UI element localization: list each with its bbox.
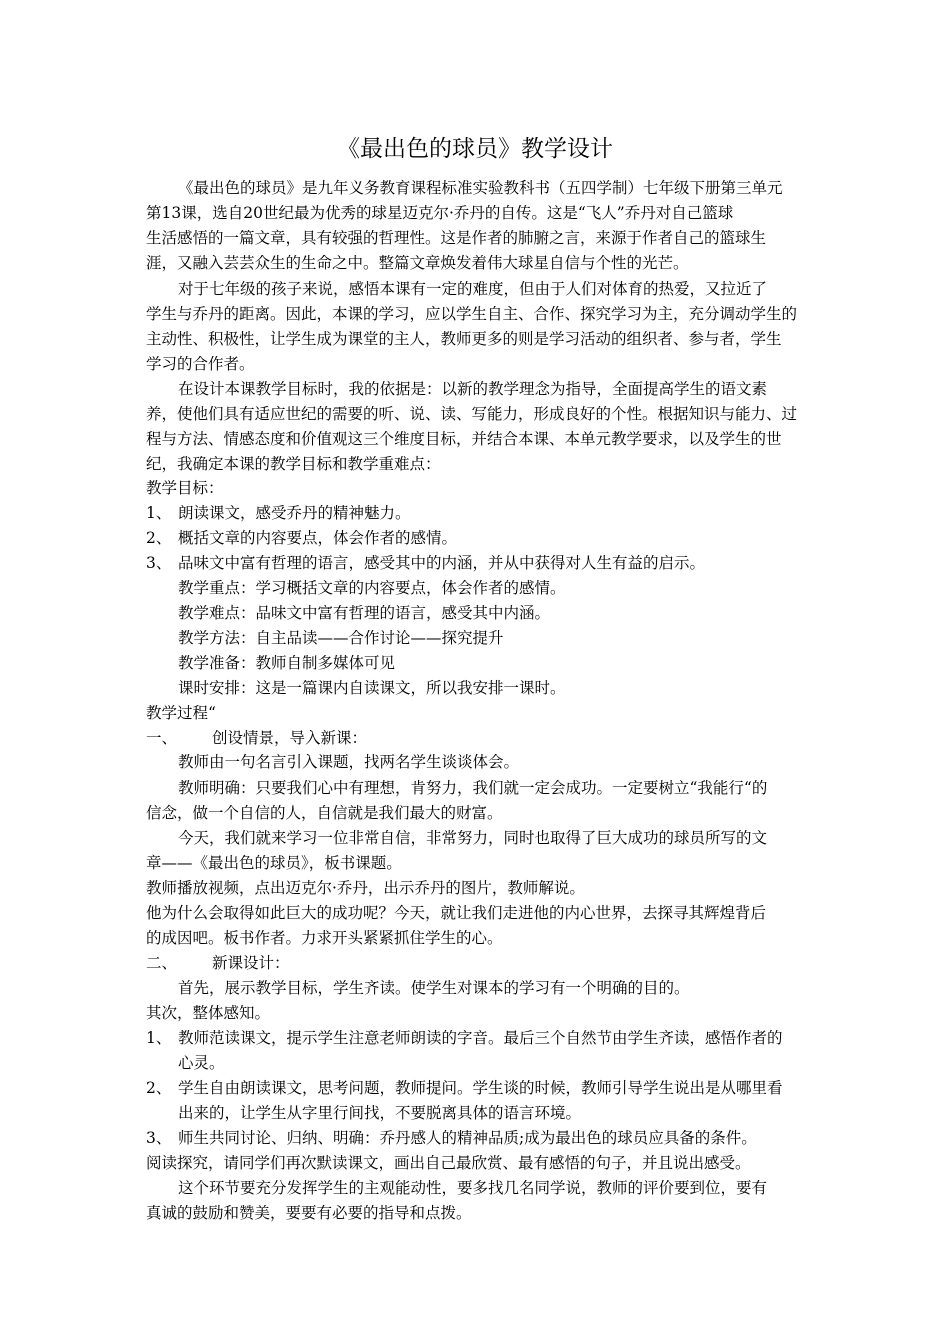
intro-line-1: 《最出色的球员》是九年义务教育课程标准实验教科书（五四学制）七年级下册第三单元 bbox=[178, 179, 783, 197]
goals-heading: 教学目标： bbox=[146, 479, 224, 497]
step-1-number: 1、 bbox=[146, 1029, 172, 1047]
step-2-line-1: 学生自由朗读课文，思考问题，教师提问。学生谈的时候，教师引导学生说出是从哪里看 bbox=[178, 1079, 783, 1097]
intro-line-4: 涯，又融入芸芸众生的生命之中。整篇文章焕发着伟大球星自信与个性的光芒。 bbox=[146, 254, 689, 272]
section-2-p4-line-1: 这个环节要充分发挥学生的主观能动性，要多找几名同学说，教师的评价要到位，要有 bbox=[178, 1179, 768, 1197]
step-3-number: 3、 bbox=[146, 1129, 172, 1147]
goal-3-number: 3、 bbox=[146, 554, 172, 572]
intro-line-2: 第13课，选自20世纪最为优秀的球星迈克尔·乔丹的自传。这是“飞人”乔丹对自己篮球 bbox=[146, 204, 734, 222]
teaching-preparation: 教学准备：教师自制多媒体可见 bbox=[178, 654, 396, 672]
section-2-p4-line-2: 真诚的鼓励和赞美，要要有必要的指导和点拨。 bbox=[146, 1204, 472, 1222]
section-1-p1: 教师由一句名言引入课题，找两名学生谈谈体会。 bbox=[178, 753, 520, 771]
step-1-line-2: 心灵。 bbox=[178, 1054, 225, 1072]
difficult-point: 教学难点：品味文中富有哲理的语言，感受其中内涵。 bbox=[178, 604, 551, 622]
students-line-4: 学习的合作者。 bbox=[146, 355, 255, 373]
section-1-number: 一、 bbox=[146, 729, 178, 747]
document-title: 《最出色的球员》教学设计 bbox=[337, 136, 613, 162]
students-line-1: 对于七年级的孩子来说，感悟本课有一定的难度，但由于人们对体育的热爱，又拉近了 bbox=[178, 280, 768, 298]
students-line-2: 学生与乔丹的距离。因此，本课的学习，应以学生自主、合作、探究学习为主，充分调动学生的 bbox=[146, 305, 798, 323]
key-point: 教学重点：学习概括文章的内容要点，体会作者的感情。 bbox=[178, 579, 566, 597]
teaching-method: 教学方法：自主品读——合作讨论——探究提升 bbox=[178, 629, 504, 647]
section-2-number: 二、 bbox=[146, 954, 178, 972]
basis-line-2: 养，使他们具有适应世纪的需要的听、说、读、写能力，形成良好的个性。根据知识与能力、过 bbox=[146, 405, 798, 423]
step-3-line-1: 师生共同讨论、归纳、明确：乔丹感人的精神品质;成为最出色的球员应具备的条件。 bbox=[178, 1129, 757, 1147]
basis-line-4: 纪，我确定本课的教学目标和教学重难点： bbox=[146, 455, 441, 473]
students-line-3: 主动性、积极性，让学生成为课堂的主人，教师更多的则是学习活动的组织者、参与者，学生 bbox=[146, 330, 782, 348]
intro-line-3: 生活感悟的一篇文章，具有较强的哲理性。这是作者的肺腑之言，来源于作者自己的篮球生 bbox=[146, 229, 767, 247]
step-1-line-1: 教师范读课文，提示学生注意老师朗读的字音。最后三个自然节由学生齐读，感悟作者的 bbox=[178, 1029, 783, 1047]
section-1-p5-line-2: 的成因吧。板书作者。力求开头紧紧抓住学生的心。 bbox=[146, 929, 503, 947]
goal-1-text: 朗读课文，感受乔丹的精神魅力。 bbox=[178, 504, 411, 522]
section-1-p3-line-2: 章——《最出色的球员》，板书课题。 bbox=[146, 854, 402, 872]
section-2-heading: 新课设计： bbox=[212, 954, 290, 972]
section-1-p5-line-1: 他为什么会取得如此巨大的成功呢？今天，就让我们走进他的内心世界，去探寻其辉煌背后 bbox=[146, 904, 767, 922]
goal-1-number: 1、 bbox=[146, 504, 172, 522]
section-1-p3-line-1: 今天，我们就来学习一位非常自信，非常努力，同时也取得了巨大成功的球员所写的文 bbox=[178, 829, 768, 847]
goal-2-number: 2、 bbox=[146, 529, 172, 547]
section-2-p1: 首先，展示教学目标，学生齐读。使学生对课本的学习有一个明确的目的。 bbox=[178, 979, 690, 997]
basis-line-1: 在设计本课教学目标时，我的依据是：以新的教学理念为指导，全面提高学生的语文素 bbox=[178, 380, 768, 398]
step-2-line-2: 出来的，让学生从字里行间找，不要脱离具体的语言环境。 bbox=[178, 1104, 582, 1122]
section-1-p2-line-2: 信念，做一个自信的人，自信就是我们最大的财富。 bbox=[146, 804, 503, 822]
section-2-p2: 其次，整体感知。 bbox=[146, 1004, 271, 1022]
section-1-p4: 教师播放视频，点出迈克尔·乔丹，出示乔丹的图片，教师解说。 bbox=[146, 879, 585, 897]
step-2-number: 2、 bbox=[146, 1079, 172, 1097]
section-1-p2-line-1: 教师明确：只要我们心中有理想，肯努力，我们就一定会成功。一定要树立“我能行“的 bbox=[178, 779, 768, 797]
section-2-p3: 阅读探究，请同学们再次默读课文，画出自己最欣赏、最有感悟的句子，并且说出感受。 bbox=[146, 1154, 751, 1172]
section-1-heading: 创设情景，导入新课： bbox=[212, 729, 368, 747]
class-schedule: 课时安排：这是一篇课内自读课文，所以我安排一课时。 bbox=[178, 679, 566, 697]
goal-3-text: 品味文中富有哲理的语言，感受其中的内涵，并从中获得对人生有益的启示。 bbox=[178, 554, 706, 572]
process-heading: 教学过程“ bbox=[146, 704, 216, 722]
basis-line-3: 程与方法、情感态度和价值观这三个维度目标，并结合本课、本单元教学要求，以及学生的世 bbox=[146, 430, 782, 448]
goal-2-text: 概括文章的内容要点，体会作者的感情。 bbox=[178, 529, 458, 547]
